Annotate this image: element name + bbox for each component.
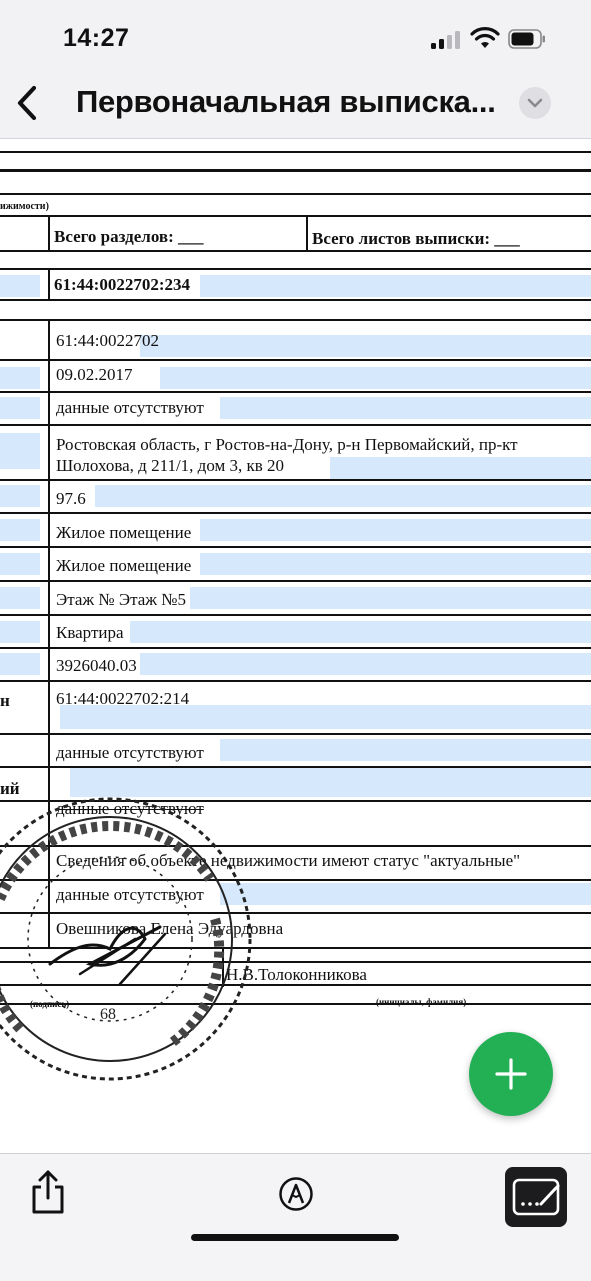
floor-value: Этаж № Этаж №5 (56, 590, 186, 609)
header-fragment: ижимости) (0, 201, 49, 212)
plus-icon (469, 1032, 553, 1116)
status-time: 14:27 (63, 24, 130, 52)
cadastral-number: 61:44:0022702:234 (54, 275, 190, 294)
cellular-signal-icon (431, 31, 463, 49)
document-page[interactable] (0, 139, 591, 1153)
official-seal (0, 789, 260, 1089)
signatory-name: Н.В.Толоконникова (226, 965, 367, 984)
add-button[interactable] (469, 1032, 553, 1116)
signature-caption: (подпись) (30, 999, 70, 1009)
address-line-1: Ростовская область, г Ростов-на-Дону, р-н Первомайский, пр-кт (56, 435, 518, 454)
seal-number: 68 (100, 1006, 116, 1023)
address-line-2: Шолохова, д 211/1, дом 3, кв 20 (56, 456, 285, 475)
back-chevron-icon[interactable] (10, 80, 46, 126)
included-objects-value: данные отсутствуют (56, 799, 204, 818)
signature-button[interactable] (505, 1167, 567, 1227)
document-title: Первоначальная выписка... (76, 84, 496, 119)
left-fragment-1: н (0, 691, 10, 710)
total-sections-label: Всего разделов: ___ (54, 227, 204, 246)
left-fragment-2: ий (0, 779, 20, 798)
title-menu-button[interactable] (519, 87, 551, 119)
building-number-value: 61:44:0022702:214 (56, 689, 190, 708)
home-indicator[interactable] (191, 1234, 399, 1241)
markup-pen-icon[interactable] (278, 1176, 314, 1212)
navigation-bar (0, 70, 591, 139)
signature-icon (505, 1167, 567, 1227)
assignment-date: 09.02.2017 (56, 365, 133, 384)
status-value: Сведения об объекте недвижимости имеют статус "актуальные" (56, 851, 521, 870)
bottom-toolbar (0, 1153, 591, 1281)
recipient-value: Овешникова Елена Эдуардовна (56, 919, 284, 938)
area-value: 97.6 (56, 489, 86, 508)
quarter-number: 61:44:0022702 (56, 331, 159, 350)
initials-caption: (инициалы, фамилия) (376, 997, 467, 1007)
previous-number: данные отсутствуют (56, 398, 204, 417)
total-sheets-label: Всего листов выписки: ___ (312, 229, 520, 248)
related-objects-value: данные отсутствуют (56, 743, 204, 762)
name-value: Жилое помещение (56, 556, 192, 575)
status-bar (0, 0, 591, 70)
battery-icon (508, 29, 546, 49)
share-icon[interactable] (28, 1168, 68, 1216)
chevron-down-icon (519, 87, 551, 119)
purpose-value: Жилое помещение (56, 523, 192, 542)
wifi-icon (470, 27, 500, 49)
premises-type-value: Квартира (56, 623, 124, 642)
special-marks-value: данные отсутствуют (56, 885, 204, 904)
cadastral-cost-value: 3926040.03 (56, 656, 137, 675)
